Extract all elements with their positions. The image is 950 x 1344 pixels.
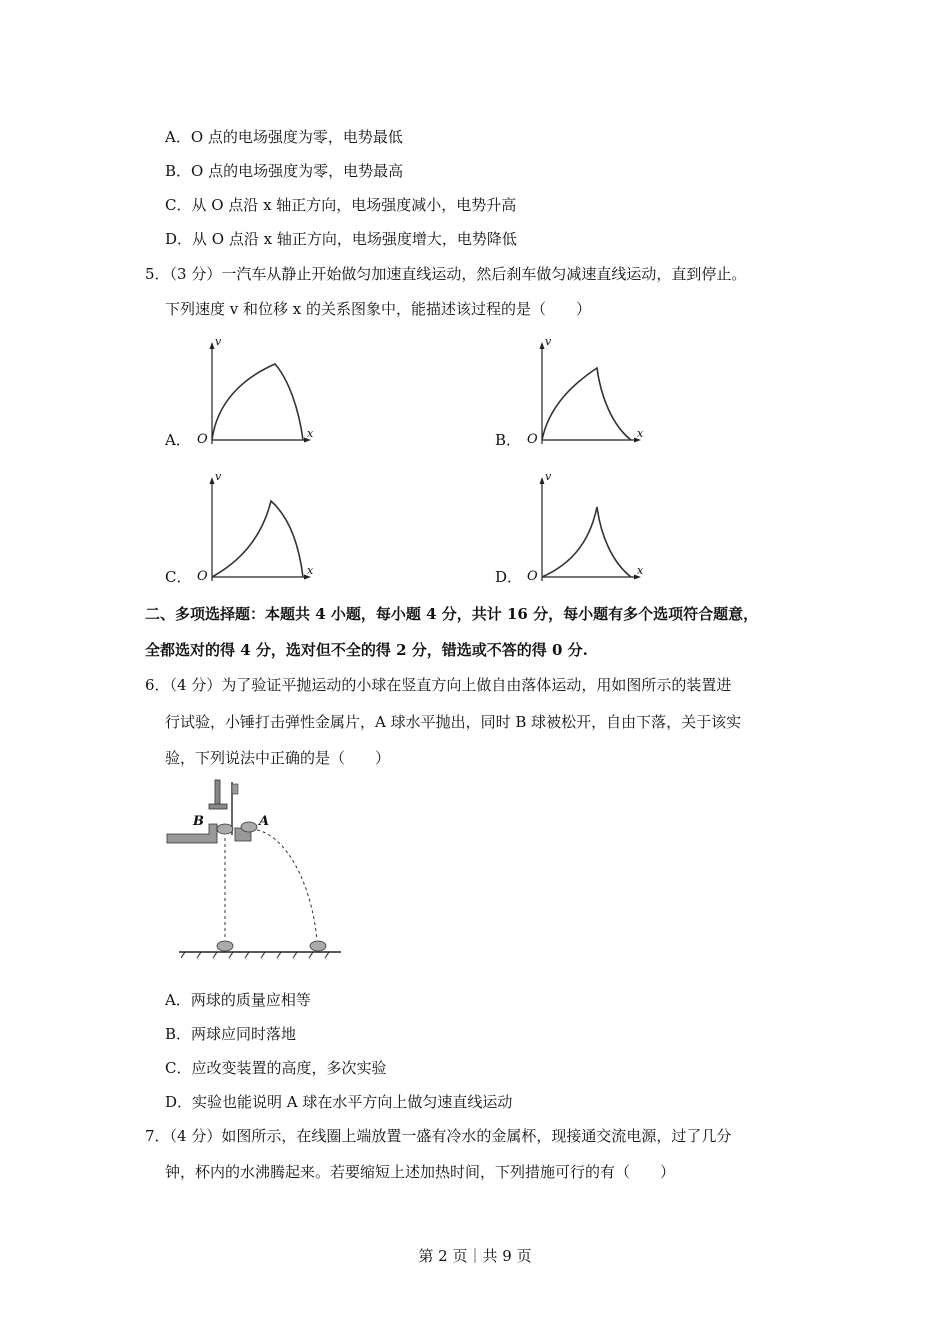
q4-option-a: A．O 点的电场强度为零，电势最低: [165, 128, 403, 146]
q5-graph-c-x-label: x: [307, 564, 314, 577]
q5-stem-line2: 下列速度 v 和位移 x 的关系图象中，能描述该过程的是（ ）: [165, 300, 592, 318]
q5-graph-b-label: B．: [495, 431, 522, 449]
q7-stem-line2: 钟，杯内的水沸腾起来。若要缩短上述加热时间，下列措施可行的有（ ）: [165, 1163, 676, 1181]
q5-graph-d-v-label: v: [545, 470, 552, 483]
q5-graph-d-origin: O: [527, 569, 538, 584]
q4-option-c: C．从 O 点沿 x 轴正方向，电场强度减小，电势升高: [165, 196, 517, 214]
q5-graph-d-label: D．: [495, 568, 523, 586]
q6-option-a: A．两球的质量应相等: [165, 991, 311, 1009]
q5-graph-a-curve: [212, 364, 303, 440]
q6-stem-line2: 行试验，小锤打击弹性金属片，A 球水平抛出，同时 B 球被松开，自由下落，关于该实: [165, 713, 742, 731]
q5-graph-a: [195, 335, 315, 450]
q5-graph-b-x-label: x: [637, 427, 644, 440]
q5-graph-c-origin: O: [197, 569, 208, 584]
q4-option-d: D．从 O 点沿 x 轴正方向，电场强度增大，电势降低: [165, 230, 517, 248]
section2-header-line1: 二、多项选择题：本题共 4 小题，每小题 4 分，共计 16 分，每小题有多个选项符合题意，: [145, 605, 759, 623]
q5-graph-c-label: C．: [165, 568, 192, 586]
q5-graph-a-v-label: v: [215, 335, 222, 348]
q6-option-c: C．应改变装置的高度，多次实验: [165, 1059, 387, 1077]
q5-graph-d: [525, 470, 645, 587]
q6-stem-line3: 验，下列说法中正确的是（ ）: [165, 749, 391, 767]
q6-option-b: B．两球应同时落地: [165, 1025, 297, 1043]
q6-stem-line1: 6．（4 分）为了验证平抛运动的小球在竖直方向上做自由落体运动，用如图所示的装置进: [145, 676, 732, 694]
q5-graph-c-curve: [212, 501, 303, 577]
page-footer: 第 2 页｜共 9 页: [418, 1247, 532, 1265]
q5-graph-a-label: A．: [165, 431, 191, 449]
section2-header-line2: 全都选对的得 4 分，选对但不全的得 2 分，错选或不答的得 0 分.: [145, 641, 588, 659]
q4-option-b: B．O 点的电场强度为零，电势最高: [165, 162, 404, 180]
q6-option-d: D．实验也能说明 A 球在水平方向上做匀速直线运动: [165, 1093, 513, 1111]
q5-graph-b: [525, 335, 645, 450]
q5-graph-c: [195, 470, 315, 587]
q5-graph-a-origin: O: [197, 432, 208, 447]
q5-stem-line1: 5．（3 分）一汽车从静止开始做匀加速直线运动，然后刹车做匀减速直线运动，直到停止。: [145, 265, 747, 283]
q6-apparatus-figure: [165, 780, 355, 965]
q5-graph-a-x-label: x: [307, 427, 314, 440]
q5-graph-b-curve: [542, 368, 631, 440]
q6-label-a: A: [259, 814, 270, 829]
q5-graph-b-origin: O: [527, 432, 538, 447]
q5-graph-d-x-label: x: [637, 564, 644, 577]
q6-label-b: B: [193, 814, 204, 829]
q5-graph-d-curve: [542, 507, 631, 577]
q5-graph-b-v-label: v: [545, 335, 552, 348]
q5-graph-c-v-label: v: [215, 470, 222, 483]
q7-stem-line1: 7．（4 分）如图所示，在线圈上端放置一盛有冷水的金属杯，现接通交流电源，过了几分: [145, 1127, 732, 1145]
